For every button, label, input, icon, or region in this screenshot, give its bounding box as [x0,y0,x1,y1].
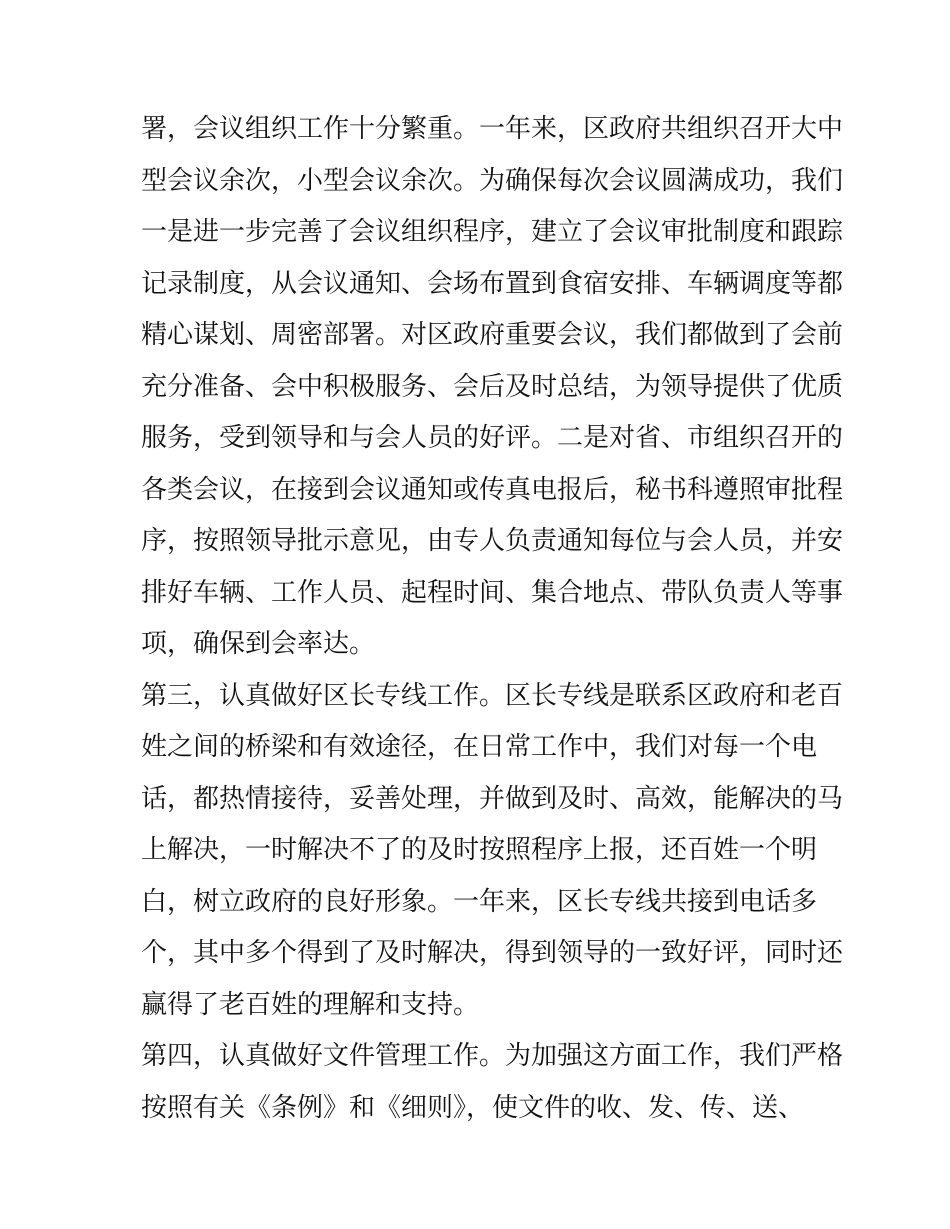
paragraph-start-line: 第四，认真做好文件管理工作。为加强这方面工作，我们严格 [141,1041,844,1071]
text-line: 各类会议，在接到会议通知或传真电报后，秘书科遵照审批程 [141,474,844,505]
text-line: 充分准备、会中积极服务、会后及时总结，为领导提供了优质 [141,371,844,402]
text-line: 话，都热情接待，妥善处理，并做到及时、高效，能解决的马 [141,783,844,814]
text-line: 姓之间的桥梁和有效途径，在日常工作中，我们对每一个电 [141,732,818,762]
text-line: 一是进一步完善了会议组织程序，建立了会议审批制度和跟踪 [141,217,844,247]
text-line: 赢得了老百姓的理解和支持。 [141,989,480,1020]
text-line: 署，会议组织工作十分繁重。一年来，区政府共组织召开大中 [141,114,844,144]
text-line: 记录制度，从会议通知、会场布置到食宿安排、车辆调度等都 [141,268,844,299]
text-line: 序，按照领导批示意见，由专人负责通知每位与会人员，并安 [141,526,844,556]
text-line: 白，树立政府的良好形象。一年来，区长专线共接到电话多 [141,886,818,917]
text-line: 型会议余次，小型会议余次。为确保每次会议圆满成功，我们 [141,165,844,196]
document-body-text [141,104,844,1134]
text-line: 上解决，一时解决不了的及时按照程序上报，还百姓一个明 [141,835,818,865]
text-line: 排好车辆、工作人员、起程时间、集合地点、带队负责人等事 [141,577,844,608]
text-line: 按照有关《条例》和《细则》，使文件的收、发、传、送、 [141,1092,805,1123]
text-line: 精心谋划、周密部署。对区政府重要会议，我们都做到了会前 [141,320,844,350]
text-line: 服务，受到领导和与会人员的好评。二是对省、市组织召开的 [141,423,844,453]
text-line: 项，确保到会率达。 [141,629,376,659]
text-line: 个，其中多个得到了及时解决，得到领导的一致好评，同时还 [141,938,844,968]
paragraph-start-line: 第三，认真做好区长专线工作。区长专线是联系区政府和老百 [141,680,844,711]
